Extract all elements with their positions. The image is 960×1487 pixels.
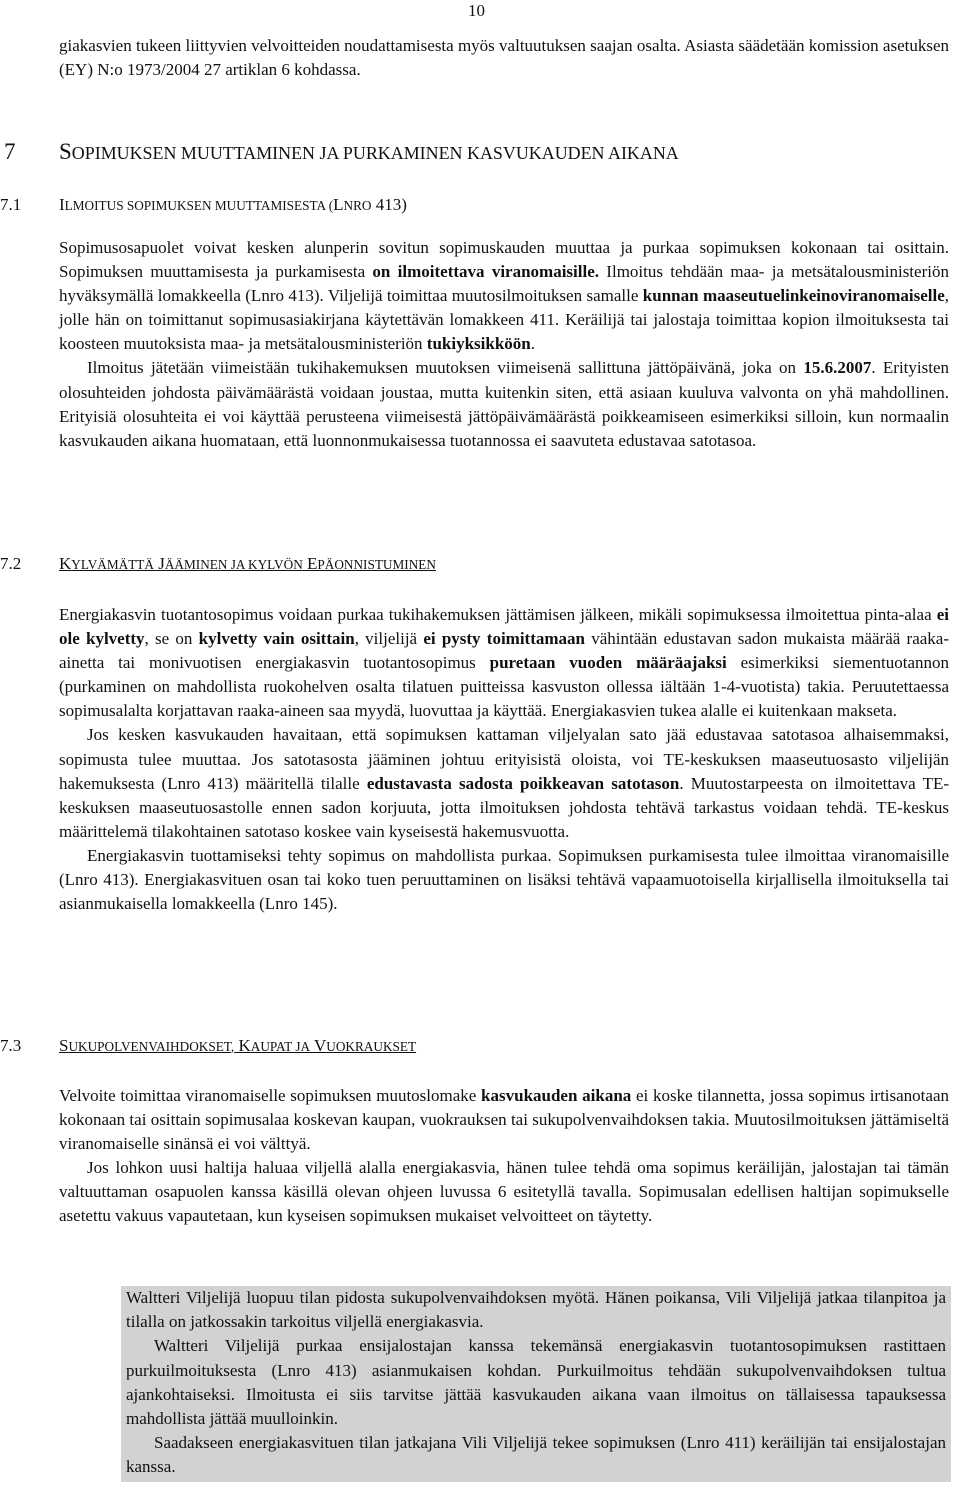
section-7-1-body: [59, 236, 949, 453]
section-number: 7.2: [0, 554, 22, 573]
paragraph: Jos lohkon uusi haltija haluaa viljellä alalla energiakasvia, hänen tulee tehdä oma sopimus keräilijän, jalostajan tai tämän valtuuttaman osapuolen kanssa käsillä olevan ohjeen luvussa 6 esitetyllä tavalla. Sopimusalan edellisen haltijan sopimukselle asetettu vakuus vapautetaan, kun kyseisen sopimuksen mukaiset velvoitteet on täytetty.: [59, 1158, 949, 1226]
text-run: , se on: [144, 629, 199, 649]
heading-part: V: [314, 1036, 327, 1055]
bold-run: ei pysty toimittamaan: [423, 629, 585, 649]
text-run: Energiakasvin tuotantosopimus voidaan purkaa tukihakemuksen jättämisen jälkeen, mikäli sopimuksessa ilmoitettua pinta-alaa: [59, 605, 937, 624]
text-run: vähintään edustavan sadon mukaista määrää raaka-ainetta tai monivuotisen energiakasvin tuotantosopimus: [59, 629, 949, 673]
paragraph: [59, 236, 949, 356]
heading-part: YLVÄMÄTTÄ: [71, 557, 154, 572]
section-title: [59, 554, 436, 573]
section-7-3-body: [59, 1084, 949, 1229]
bold-run: kylvetty vain osittain: [198, 629, 355, 649]
heading-part: K: [238, 1036, 251, 1055]
heading-part: I: [59, 195, 65, 214]
section-7-2-heading: [0, 553, 436, 576]
heading-part: UKUPOLVENVAIHDOKSET: [68, 1039, 231, 1054]
heading-part: S: [59, 1036, 69, 1055]
bold-run: ei ole kylvetty: [59, 605, 949, 649]
bold-run: puretaan vuoden määräajaksi: [489, 653, 727, 673]
chapter-number: 7: [4, 139, 16, 164]
example-paragraph: Waltteri Viljelijä luopuu tilan pidosta sukupolvenvaihdoksen myötä. Hänen poikansa, Vili Viljelijä jatkaa tilanpitoa ja tilalla on jatkossakin tarkoitus viljellä energiakasvia.: [126, 1288, 946, 1332]
heading-part: K: [59, 554, 72, 573]
heading-part: J: [158, 554, 165, 573]
bold-run: kunnan maaseutuelinkeinoviranomaiselle: [642, 286, 945, 306]
heading-part: LMOITUS SOPIMUKSEN MUUTTAMISESTA: [64, 198, 326, 213]
heading-part: AUPAT JA: [250, 1039, 311, 1054]
text-run: , viljelijä: [354, 629, 424, 649]
chapter-title-rest: OPIMUKSEN MUUTTAMINEN JA PURKAMINEN KASVUKAUDEN AIKANA: [71, 143, 679, 163]
heading-part: L: [333, 195, 344, 214]
example-paragraph: Waltteri Viljelijä purkaa ensijalostajan kanssa tekemänsä energiakasvin tuotantosopimuksen rastittaen purkuilmoituksesta (Lnro 413) asianmukaisen kohdan. Purkuilmoitus tehdään sukupolvenvaihdoksen tultua ajankohtaiseksi. Ilmoitusta ei siis tarvitse jättää kasvukauden aikana vaan ilmoitus on tällaisessa tapauksessa mahdollista jättää muulloinkin.: [126, 1336, 946, 1429]
bold-run: kasvukauden aikana: [481, 1086, 632, 1105]
intro-text: giakasvien tukeen liittyvien velvoitteiden noudattamisesta myös valtuutuksen saajan osalta. Asiasta säädetään komission asetuksen (EY) N:o 1973/2004 27 artiklan 6 kohdassa.: [59, 36, 949, 80]
chapter-7-heading: [4, 138, 679, 167]
paragraph: [59, 356, 949, 452]
example-box: [121, 1286, 951, 1482]
heading-part: NRO: [343, 198, 372, 213]
paragraph: [59, 603, 949, 723]
text-run: . Muutostarpeesta on ilmoitettava TE-keskuksen maaseutuosastolle ennen sadon korjuuta, jotta ilmoituksen johdosta tehtävä tarkastus voidaan tehdä. TE-keskus määrittelemä tilakohtainen satotaso koskee vain kyseisestä hakemusvuotta.: [59, 773, 949, 841]
paragraph: [59, 723, 949, 843]
text-run: Velvoite toimittaa viranomaiselle sopimuksen muutoslomake: [59, 1086, 482, 1105]
text-run: Ilmoitus jätetään viimeistään tukihakemuksen muutoksen viimeisenä sallittuna jättöpäivänä, joka on: [87, 358, 804, 378]
text-run: . Erityisten olosuhteiden johdosta päivämäärästä voidaan joustaa, mutta kuitenkin siten, että asiaan kuuluva valvonta on yhä mahdollinen. Erityisiä olosuhteita ei voi käyttää perusteena viimeisestä jättöpäivämäärästä poikkeamiseen esimerkiksi silloin, kun normaalin kasvukauden aikana huomataan, että luonnonmukaisessa tuotannossa ei saavuteta edustavaa satotasoa.: [59, 358, 949, 450]
bold-run: edustavasta sadosta poikkeavan satotason: [366, 773, 680, 793]
page-number: 10: [468, 1, 485, 20]
text-run: Sopimusosapuolet voivat kesken alunperin sovitun sopimuskauden muuttaa ja purkaa sopimuksen kokonaan tai osittain. Sopimuksen muuttamisesta ja purkamisesta: [59, 238, 949, 282]
paragraph: [59, 1084, 949, 1156]
text-run: .: [530, 334, 535, 354]
text-run: Ilmoitus tehdään maa- ja metsätalousministeriön hyväksymällä lomakkeella (Lnro 413). Viljelijä toimittaa muutosilmoituksen samalle: [59, 262, 949, 306]
heading-part: PÄONNISTUMINEN: [317, 557, 436, 572]
heading-part: E: [307, 554, 318, 573]
text-run: esimerkiksi siementuotannon (purkaminen on mahdollista ruokohelven osalta tilatuen puitteissa kasvuston ollessa iältään 1-4-vuotista) takia. Peruutettaessa sopimusalalta korjattavan raaka-aineen saa myydä, luovuttaa ja käyttää. Energiakasvien tukea alalle ei kuitenkaan makseta.: [59, 653, 949, 721]
section-7-3-heading: [0, 1035, 416, 1058]
text-run: ei koske tilannetta, jossa sopimus irtisanotaan kokonaan tai osittain sopimusalaa koskevan kaupan, vuokrauksen tai sukupolvenvaihdoksen takia. Muutosilmoituksen jättämiseltä viranomaiselle sinänsä ei voi välttyä.: [59, 1086, 949, 1154]
section-7-1-heading: [0, 194, 407, 217]
bold-run: tukiyksikköön: [426, 334, 531, 354]
heading-part: (: [325, 198, 334, 213]
text-run: Jos kesken kasvukauden havaitaan, että sopimuksen kattaman viljelyalan sato jää edustavaa satotasoa alhaisemmaksi, sopimusta tulee muuttaa. Jos satotasosta jääminen johtuu erityisistä oloista, voi TE-keskuksen maaseutuosasto viljelijän hakemuksesta (Lnro 413) määritellä tilalle: [59, 725, 949, 793]
heading-part: UOKRAUKSET: [326, 1039, 417, 1054]
heading-part: 413): [371, 195, 407, 214]
section-number: 7.1: [0, 195, 22, 214]
bold-run: 15.6.2007: [803, 358, 872, 378]
example-paragraph: Saadakseen energiakasvituen tilan jatkajana Vili Viljelijä tekee sopimuksen (Lnro 411) keräilijän tai ensijalostajan kanssa.: [126, 1433, 946, 1477]
heading-part: ÄÄMINEN JA KYLVÖN: [164, 557, 303, 572]
bold-run: on ilmoitettava viranomaisille.: [372, 262, 600, 282]
section-title: [59, 1036, 416, 1055]
paragraph: Energiakasvin tuottamiseksi tehty sopimus on mahdollista purkaa. Sopimuksen purkamisesta tulee ilmoittaa viranomaisille (Lnro 413). Energiakasvituen osan tai koko tuen peruuttaminen on lisäksi tehtävä vapaamuotoisella kirjallisella ilmoituksella tai asianmukaisella lomakkeella (Lnro 145).: [59, 845, 949, 914]
section-number: 7.3: [0, 1036, 22, 1055]
heading-part: ,: [230, 1039, 235, 1054]
chapter-title-initial: S: [59, 139, 72, 164]
intro-paragraph: [59, 34, 949, 82]
text-run: , jolle hän on toimittanut sopimusasiakirjana käytettävän lomakkeen 411. Keräilijä tai jalostaja toimittaa kopion ilmoituksesta tai koosteen muutoksista maa- ja metsätalousministeriön: [59, 286, 949, 354]
section-7-2-body: [59, 603, 949, 916]
